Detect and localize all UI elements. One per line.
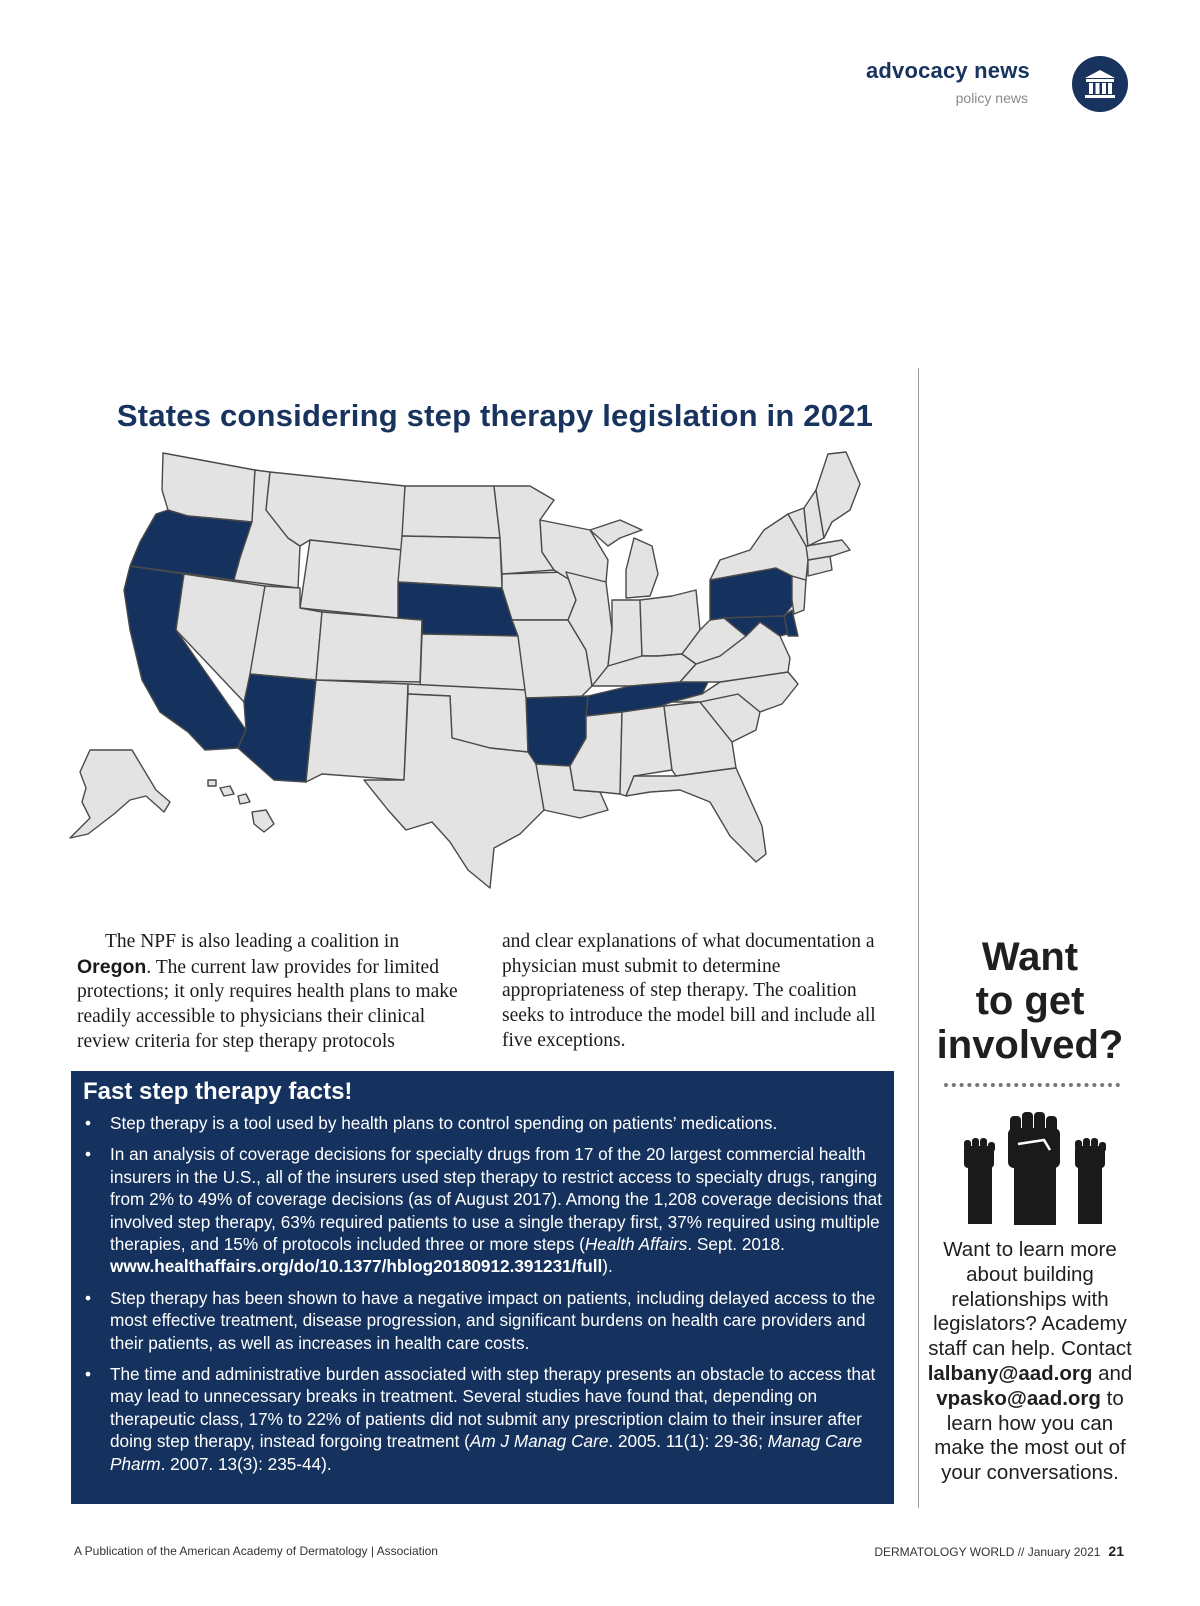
- healthaffairs-link[interactable]: www.healthaffairs.org/do/10.1377/hblog20180912.391231/full: [110, 1256, 603, 1277]
- fact-4-ref-2: . 2007. 13(3): 235-44).: [160, 1453, 332, 1474]
- state-michigan: [626, 538, 658, 598]
- fact-2-end: ).: [602, 1256, 613, 1277]
- fact-4-journal-2: Manag Care Pharm: [110, 1431, 863, 1474]
- sidebar-text: [925, 1238, 1135, 1486]
- section-title: advocacy news: [865, 58, 1030, 83]
- us-states-map: [60, 450, 900, 920]
- footer-issue: [874, 1543, 1124, 1559]
- p1-start: The NPF is also leading a coalition in: [105, 931, 400, 952]
- body-paragraph-2: and clear explanations of what documentation a physician must submit to determine appropriateness of step therapy. The coalition seeks to introduce the model bill and include all five exceptions.: [502, 931, 876, 1051]
- fact-4-journal-1: Am J Manag Care: [469, 1431, 609, 1452]
- state-washington: [162, 453, 255, 522]
- fact-4-text: The time and administrative burden associated with step therapy presents an obstacle to access that may lead to unnecessary breaks in treatment. Several studies have found that, depending on therapeutic class, 17% to 22% of patients did not submit any prescription claim to their insurer after doing step therapy, instead forgoing treatment (: [110, 1364, 876, 1452]
- sidebar-text-3: to learn how you can make the most out of your conversations.: [934, 1386, 1126, 1485]
- footer-publication: A Publication of the American Academy of Dermatology | Association: [74, 1544, 438, 1558]
- body-paragraph-1: [77, 930, 472, 1055]
- sidebar-heading: [930, 935, 1130, 1067]
- sidebar-heading-line-2: to get: [975, 979, 1085, 1023]
- sidebar-text-2: and: [1092, 1361, 1133, 1385]
- fact-4-ref-1: . 2005. 11(1): 29-36;: [608, 1431, 768, 1452]
- state-north-dakota: [402, 486, 500, 538]
- sidebar-heading-line-1: Want: [981, 935, 1079, 979]
- state-hawaii-1: [220, 786, 234, 796]
- sidebar-heading-line-3: involved?: [936, 1023, 1124, 1067]
- fact-2-date: . Sept. 2018.: [687, 1234, 785, 1255]
- state-hawaii-4: [208, 780, 216, 786]
- article-body: [77, 930, 897, 1055]
- body-column-left: [77, 930, 472, 1055]
- state-hawaii-2: [238, 794, 250, 804]
- p1-state: Oregon: [77, 955, 147, 978]
- email-lalbany[interactable]: lalbany@aad.org: [927, 1361, 1093, 1385]
- facts-list: [81, 1112, 884, 1475]
- fact-item-4: [81, 1363, 884, 1475]
- capitol-building-icon: [1072, 56, 1128, 112]
- fact-2-journal: Health Affairs: [584, 1234, 688, 1255]
- p1-rest: . The current law provides for limited protections; it only requires health plans to make readily accessible to physicians their clinical review criteria for step therapy protocols: [77, 956, 458, 1052]
- state-alaska: [70, 750, 170, 838]
- fact-item-2: [81, 1143, 884, 1277]
- state-hawaii-3: [252, 810, 274, 832]
- state-iowa: [502, 572, 576, 620]
- fact-item-3: • Step therapy has been shown to have a negative impact on patients, including delayed access to the most effective treatment, disease progression, and significant burdens on health care providers and their patients, as well as increases in health care costs.: [81, 1287, 884, 1354]
- map-title: States considering step therapy legislation in 2021: [116, 398, 874, 433]
- state-florida: [626, 768, 766, 862]
- column-divider: [918, 368, 919, 1508]
- state-new-jersey: [792, 576, 806, 614]
- facts-title: Fast step therapy facts!: [83, 1078, 353, 1105]
- fact-item-1: • Step therapy is a tool used by health plans to control spending on patients’ medications.: [81, 1112, 884, 1134]
- section-header: [866, 58, 1030, 106]
- state-new-mexico: [306, 680, 408, 782]
- state-maine: [816, 452, 860, 538]
- fast-facts-box: [71, 1071, 894, 1504]
- dotted-divider: [944, 1083, 1120, 1087]
- state-wyoming: [300, 540, 402, 618]
- page-number: 21: [1108, 1543, 1124, 1559]
- section-subtitle: policy news: [955, 90, 1028, 106]
- state-indiana: [608, 600, 642, 666]
- state-arizona: [238, 674, 316, 782]
- body-column-right: [502, 930, 897, 1055]
- raised-fists-icon: [960, 1110, 1110, 1225]
- state-colorado: [316, 612, 422, 682]
- email-vpasko[interactable]: vpasko@aad.org: [936, 1386, 1101, 1410]
- sidebar-text-1: Want to learn more about building relationships with legislators? Academy staff can help. Contact: [928, 1238, 1132, 1361]
- fact-2-text: In an analysis of coverage decisions for specialty drugs from 17 of the 20 largest commercial health insurers in the U.S., all of the insurers used step therapy to restrict access to specialty drugs, ranging from 2% to 49% of coverage decisions (as of August 2017). Among the 1,208 coverage decisions that involved step therapy, 63% required patients to use a single therapy first, 37% required using multiple therapies, and 15% of protocols included three or more steps (: [110, 1144, 882, 1255]
- footer-issue-text: DERMATOLOGY WORLD // January 2021: [874, 1545, 1101, 1559]
- state-south-dakota: [398, 536, 502, 588]
- state-kansas: [420, 634, 526, 690]
